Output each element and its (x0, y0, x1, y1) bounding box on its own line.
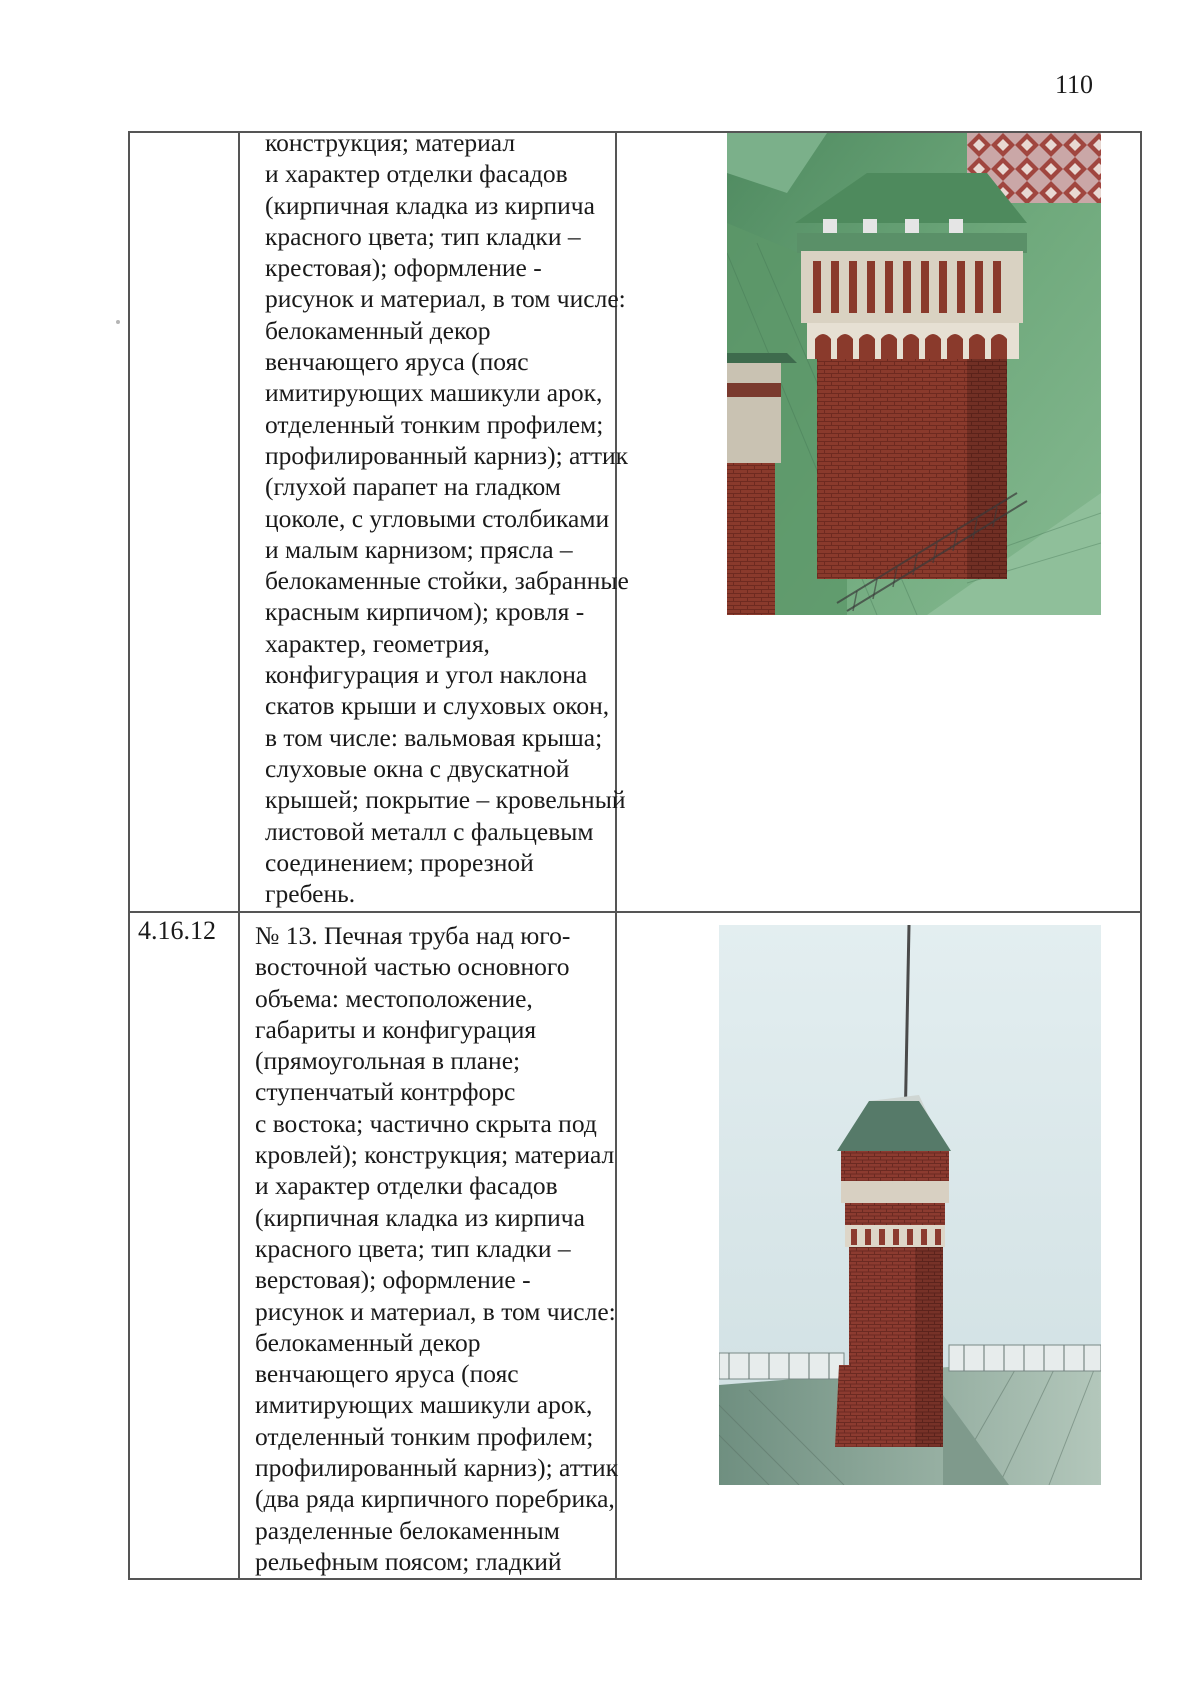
row-1-description: конструкция; материал и характер отделки фасадов (кирпичная кладка из кирпича красного цвета; тип кладки – крестовая); оформление - рисунок и материал, в том числе: белокаменный декор венчающего яруса (пояс имитирующих машикули арок, отделенный тонким профилем; профилированный карниз); аттик (глухой парапет на гладком цоколе, с угловыми столбиками и малым карнизом; прясла – белокаменные стойки, забранные красным кирпичом); кровля - характер, геометрия, конфигурация и угол наклона скатов крыши и слуховых окон, в том числе: вальмовая крыша; слуховые окна с двускатной крышей; покрытие – кровельный листовой металл с фальцевым соединением; прорезной гребень. (265, 128, 629, 909)
chimney-photo-with-green-roof-icon (727, 133, 1101, 615)
scan-artifact (116, 320, 120, 324)
chimney-2-illustration (719, 925, 1101, 1485)
column-divider-1 (238, 133, 240, 1578)
attributes-table (128, 128, 1142, 1580)
row-divider (130, 911, 1140, 913)
chimney-1-illustration (727, 133, 1101, 615)
row-2-description: № 13. Печная труба над юго- восточной частью основного объема: местоположение, габариты и конфигурация (прямоугольная в плане; ступенчатый контрфорс с востока; частично скрыта под кровлей); конструкция; материал и характер отделки фасадов (кирпичная кладка из кирпича красного цвета; тип кладки – верстовая); оформление - рисунок и материал, в том числе: белокаменный декор венчающего яруса (пояс имитирующих машикули арок, отделенный тонким профилем; профилированный карниз); аттик (два ряда кирпичного поребрика, разделенные белокаменным рельефным поясом; гладкий (255, 921, 619, 1576)
chimney-photo-against-sky-icon (719, 925, 1101, 1485)
page-number: 110 (1055, 70, 1094, 99)
row-2-number: 4.16.12 (138, 916, 216, 945)
